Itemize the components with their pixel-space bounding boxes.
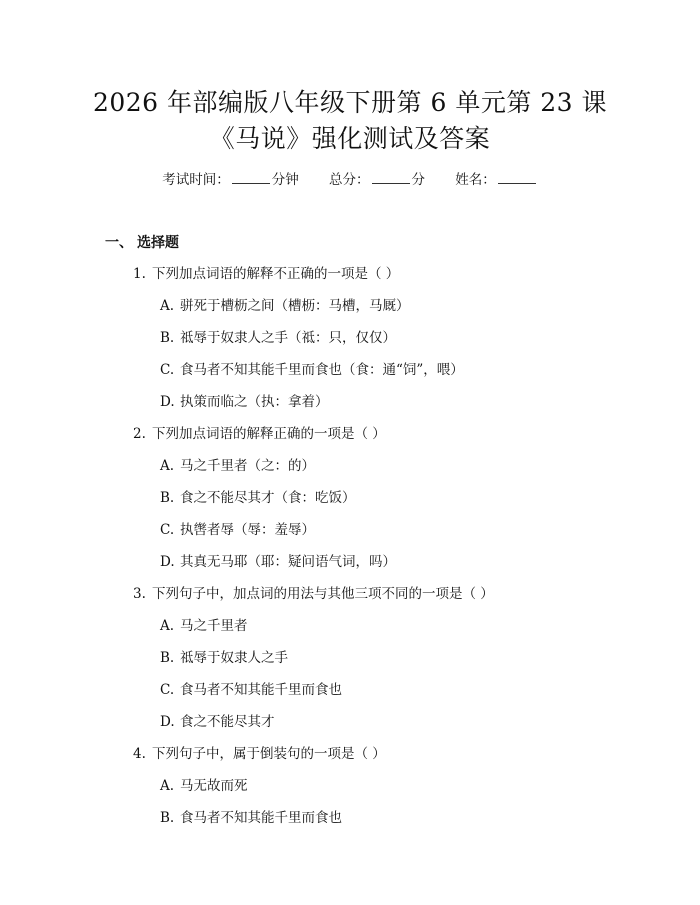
question-2-option-a (160, 454, 315, 474)
option-text: 食之不能尽其才 (180, 714, 275, 730)
option-letter: B. (160, 330, 175, 346)
option-text: 马之千里者（之：的） (180, 458, 315, 474)
question-4-option-b (160, 806, 342, 826)
question-1-option-a (160, 294, 410, 314)
exam-time-field (162, 168, 299, 188)
option-text: 骈死于槽枥之间（槽枥：马槽，马厩） (180, 298, 410, 314)
option-letter: D. (160, 394, 175, 410)
option-text: 祗辱于奴隶人之手 (180, 650, 288, 666)
question-2-option-d (160, 550, 396, 570)
document-title-line-1: 2026 年部编版八年级下册第 6 单元第 23 课 (92, 88, 608, 117)
option-letter: C. (160, 522, 175, 538)
option-text: 食马者不知其能千里而食也 (180, 682, 342, 698)
question-text: 下列句子中，加点词的用法与其他三项不同的一项是（ ） (152, 586, 494, 602)
exam-time-unit: 分钟 (271, 172, 299, 188)
question-1 (133, 262, 399, 282)
exam-time-label: 考试时间： (162, 172, 230, 188)
option-letter: C. (160, 682, 175, 698)
total-score-label: 总分： (329, 172, 370, 188)
option-letter: A. (160, 778, 175, 794)
option-letter: A. (160, 618, 175, 634)
total-score-field (329, 168, 425, 188)
option-text: 执策而临之（执：拿着） (180, 394, 329, 410)
option-letter: B. (160, 650, 175, 666)
student-name-field (455, 168, 538, 188)
option-letter: D. (160, 714, 175, 730)
section-title: 选择题 (137, 235, 179, 251)
student-name-blank[interactable] (498, 171, 536, 184)
question-4 (133, 742, 386, 762)
option-text: 食马者不知其能千里而食也（食：通“饲”，喂） (180, 362, 464, 378)
option-text: 执辔者辱（辱：羞辱） (180, 522, 315, 538)
question-2-option-b (160, 486, 356, 506)
section-number: 一、 (105, 235, 133, 251)
question-3-option-a (160, 614, 248, 634)
option-letter: C. (160, 362, 175, 378)
question-1-option-d (160, 390, 329, 410)
question-number: 1. (133, 266, 146, 282)
section-heading (105, 232, 179, 252)
option-text: 祗辱于奴隶人之手（祗：只，仅仅） (180, 330, 396, 346)
option-text: 马之千里者 (180, 618, 248, 634)
question-text: 下列句子中，属于倒装句的一项是（ ） (152, 746, 386, 762)
question-3-option-c (160, 678, 342, 698)
student-name-label: 姓名： (455, 172, 496, 188)
question-3 (133, 582, 494, 602)
question-2 (133, 422, 386, 442)
question-number: 4. (133, 746, 146, 762)
question-4-option-a (160, 774, 248, 794)
question-1-option-c (160, 358, 464, 378)
question-3-option-b (160, 646, 288, 666)
total-score-unit: 分 (411, 172, 425, 188)
question-1-option-b (160, 326, 396, 346)
question-3-option-d (160, 710, 275, 730)
option-text: 食之不能尽其才（食：吃饭） (180, 490, 356, 506)
option-text: 其真无马耶（耶：疑问语气词，吗） (180, 554, 396, 570)
document-title-line-2: 《马说》强化测试及答案 (209, 124, 491, 153)
option-letter: D. (160, 554, 175, 570)
exam-time-blank[interactable] (232, 171, 270, 184)
option-letter: B. (160, 490, 175, 506)
question-number: 3. (133, 586, 146, 602)
question-number: 2. (133, 426, 146, 442)
question-text: 下列加点词语的解释正确的一项是（ ） (152, 426, 386, 442)
total-score-blank[interactable] (372, 171, 410, 184)
option-text: 食马者不知其能千里而食也 (180, 810, 342, 826)
option-letter: A. (160, 298, 175, 314)
option-letter: A. (160, 458, 175, 474)
exam-info-bar (0, 168, 700, 188)
option-letter: B. (160, 810, 175, 826)
question-2-option-c (160, 518, 315, 538)
option-text: 马无故而死 (180, 778, 248, 794)
question-text: 下列加点词语的解释不正确的一项是（ ） (152, 266, 400, 282)
